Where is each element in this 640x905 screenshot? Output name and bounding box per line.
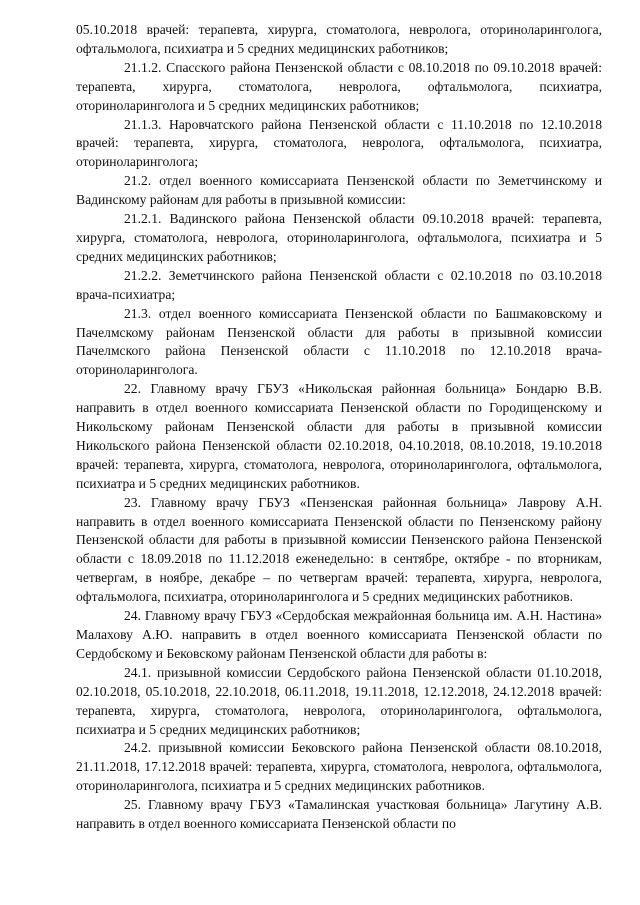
paragraph-21-2-2: 21.2.2. Земетчинского района Пензенской области с 02.10.2018 по 03.10.2018 врача-психиатра; [76, 267, 602, 302]
paragraph-23: 23. Главному врачу ГБУЗ «Пензенская районная больница» Лаврову А.Н. направить в отдел военного комиссариата Пензенской области по Пензенскому району Пензенской области для работы в призывной комиссии Пензенского района Пензенской области с 18.09.2018 по 11.12.2018 еженедельно: в сентябре, октябре - по вторникам, четвергам, в ноябре, декабре – по четвергам врачей: терапевта, хирурга, невролога, офтальмолога, психиатра, оториноларинголога и 5 средних медицинских работников. [76, 494, 602, 605]
document-body [76, 21, 602, 834]
paragraph-21-3: 21.3. отдел военного комиссариата Пензенской области по Башмаковскому и Пачелмскому районам Пензенской области для работы в призывной комиссии Пачелмского района Пензенской области с 11.10.2018 по 12.10.2018 врача-оториноларинголога. [76, 305, 602, 378]
paragraph-25: 25. Главному врачу ГБУЗ «Тамалинская участковая больница» Лагутину А.В. направить в отдел военного комиссариата Пензенской области по [76, 797, 602, 832]
paragraph-22: 22. Главному врачу ГБУЗ «Никольская районная больница» Бондарю В.В. направить в отдел военного комиссариата Пензенской области по Городищенскому и Никольскому районам Пензенской области для работы в призывной комиссии Никольского района Пензенской области 02.10.2018, 04.10.2018, 08.10.2018, 19.10.2018 врачей: терапевта, хирурга, стоматолога, невролога, оториноларинголога, офтальмолога, психиатра и 5 средних медицинских работников. [76, 381, 602, 491]
paragraph-21-1-2: 21.1.2. Спасского района Пензенской области с 08.10.2018 по 09.10.2018 врачей: терапевта, хирурга, стоматолога, невролога, офтальмолога, психиатра, оториноларинголога и 5 средних медицинских работников; [76, 59, 602, 113]
paragraph-21-1-1-continued: 05.10.2018 врачей: терапевта, хирурга, стоматолога, невролога, оториноларинголога, офтальмолога, психиатра и 5 средних медицинских работников; [76, 22, 602, 56]
paragraph-24-1: 24.1. призывной комиссии Сердобского района Пензенской области 01.10.2018, 02.10.2018, 05.10.2018, 22.10.2018, 06.11.2018, 19.11.2018, 12.12.2018, 24.12.2018 врачей: терапевта, хирурга, стоматолога, невролога, оториноларинголога, офтальмолога, психиатра и 5 средних медицинских работников; [76, 664, 602, 737]
paragraph-21-2-1: 21.2.1. Вадинского района Пензенской области 09.10.2018 врачей: терапевта, хирурга, стоматолога, невролога, оториноларинголога, офтальмолога, психиатра и 5 средних медицинских работников; [76, 211, 602, 264]
paragraph-24-2: 24.2. призывной комиссии Бековского района Пензенской области 08.10.2018, 21.11.2018, 17.12.2018 врачей: терапевта, хирурга, стоматолога, невролога, офтальмолога, оториноларинголога, психиатра и 5 средних медицинских работников. [76, 740, 602, 794]
paragraph-24: 24. Главному врачу ГБУЗ «Сердобская межрайонная больница им. А.Н. Настина» Малахову А.Ю. направить в отдел военного комиссариата Пензенской области по Сердобскому и Бековскому районам Пензенской области для работы в: [76, 608, 602, 661]
paragraph-21-1-3: 21.1.3. Наровчатского района Пензенской области с 11.10.2018 по 12.10.2018 врачей: терапевта, хирурга, стоматолога, невролога, офтальмолога, психиатра, оториноларинголога; [76, 116, 602, 170]
paragraph-21-2: 21.2. отдел военного комиссариата Пензенской области по Земетчинскому и Вадинскому районам для работы в призывной комиссии: [76, 173, 602, 208]
